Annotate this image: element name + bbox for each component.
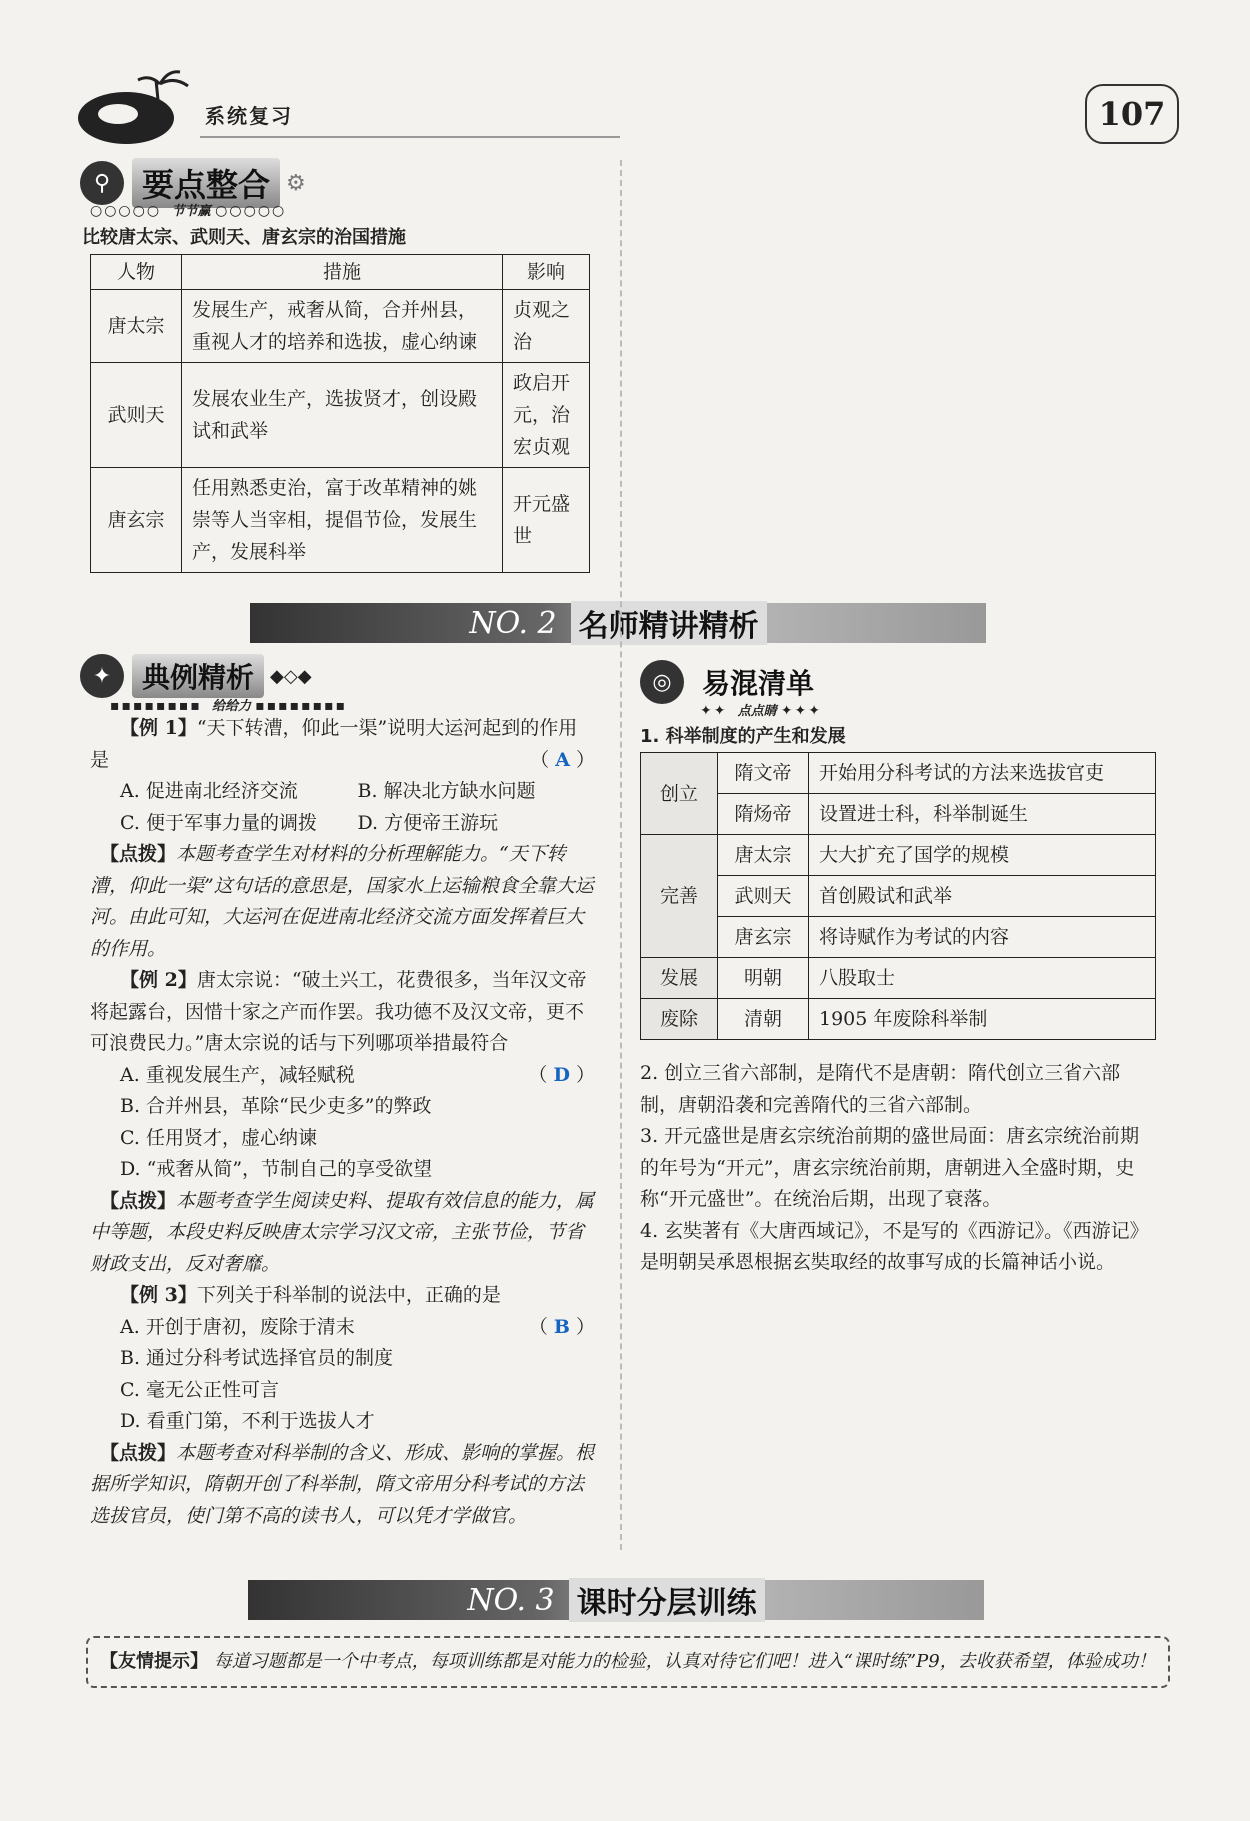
imperial-exam-table [640, 752, 1156, 1040]
dots-decoration: ▪▪▪▪▪▪▪▪ [110, 698, 202, 714]
stage-cell: 废除 [641, 999, 718, 1040]
diamond-decoration-icon: ◆◇◆ [270, 665, 312, 687]
section-title: 易混清单 [702, 667, 815, 700]
confusion-item: 2. 创立三省六部制，是隋代不是唐朝：隋代创立三省六部制，唐朝沿袭和完善隋代的三省六部制。 [640, 1062, 1121, 1116]
ruler-cell: 隋炀帝 [718, 794, 809, 835]
options-row [90, 808, 595, 840]
example-tip [90, 839, 595, 965]
question-text: 唐太宗说：“破土兴工，花费很多，当年汉文帝将起露台，因惜十家之产而作罢。我功德不及汉文帝，更不可浪费民力。”唐太宗说的话与下列哪项举措最符合 [90, 969, 587, 1054]
table-caption: 比较唐太宗、武则天、唐玄宗的治国措施 [82, 227, 406, 248]
ruler-cell: 隋文帝 [718, 753, 809, 794]
example-1 [90, 713, 595, 965]
banner-title: 课时分层训练 [569, 1578, 765, 1622]
example-label: 【例 2】 [120, 969, 197, 991]
confusion-item: 3. 开元盛世是唐玄宗统治前期的盛世局面：唐玄宗统治前期的年号为“开元”，唐玄宗统治前期，唐朝进入全盛时期，史称“开元盛世”。在统治后期，出现了衰落。 [640, 1125, 1140, 1210]
table-row [641, 753, 1156, 794]
table-row [641, 876, 1156, 917]
stage-cell: 发展 [641, 958, 718, 999]
section-subtitle-row [110, 695, 347, 714]
example-2 [90, 965, 595, 1280]
person-cell: 武则天 [91, 363, 182, 468]
impact-cell: 政启开元，治宏贞观 [503, 363, 590, 468]
bird-icon: ✦ [80, 654, 124, 698]
impact-cell: 贞观之治 [503, 290, 590, 363]
section-examples-heading [80, 654, 312, 698]
table-row [91, 468, 590, 573]
example-tip [90, 1438, 595, 1533]
question-text: “天下转漕，仰此一渠”说明大运河起到的作用是 [90, 717, 578, 771]
measures-cell: 任用熟悉吏治，富于改革精神的姚崇等人当宰相，提倡节俭，发展生产，发展科举 [182, 468, 503, 573]
section-subtitle-row [700, 700, 822, 719]
tip-label: 【点拨】 [100, 1441, 177, 1464]
column-header: 人物 [91, 255, 182, 290]
column-divider [620, 160, 622, 1550]
section-subtitle-row [90, 200, 286, 219]
table-row [91, 363, 590, 468]
banner-no2 [250, 603, 986, 643]
friendly-hint-box [86, 1636, 1170, 1688]
answer-letter: B [553, 1315, 570, 1338]
page-number: 107 [1085, 84, 1179, 144]
banner-number: NO. 3 [467, 1582, 555, 1618]
measures-cell: 发展生产，戒奢从简，合并州县，重视人才的培养和选拔，虚心纳谏 [182, 290, 503, 363]
stage-cell: 创立 [641, 753, 718, 835]
event-cell: 将诗赋作为考试的内容 [809, 917, 1156, 958]
option: A. 重视发展生产，减轻赋税 [120, 1063, 355, 1086]
example-label: 【例 1】 [120, 717, 197, 739]
ruler-cell: 明朝 [718, 958, 809, 999]
option: D. 方便帝王游玩 [357, 811, 499, 834]
column-header: 措施 [182, 255, 503, 290]
section-subtitle: 给给力 [212, 699, 252, 714]
section-title: 典例精析 [132, 654, 264, 698]
event-cell: 设置进士科，科举制诞生 [809, 794, 1156, 835]
answer-letter: A [555, 748, 570, 771]
tip-text: 本题考查对科举制的含义、形成、影响的掌握。根据所学知识，隋朝开创了科举制，隋文帝用分科考试的方法选拔官员，使门第不高的读书人，可以凭才学做官。 [90, 1441, 595, 1527]
option: D. “戒奢从简”，节制自己的享受欲望 [120, 1158, 433, 1180]
tip-text: 本题考查学生对材料的分析理解能力。“天下转漕，仰此一渠”这句话的意思是，国家水上运输粮食全靠大运河。由此可知，大运河在促进南北经济交流方面发挥着巨大的作用。 [90, 843, 594, 960]
ruler-cell: 清朝 [718, 999, 809, 1040]
option: B. 解决北方缺水问题 [357, 780, 536, 802]
tip-label: 【点拨】 [100, 1189, 177, 1212]
example-3 [90, 1280, 595, 1532]
section-subtitle: 节节赢 [171, 204, 211, 219]
header-divider [200, 136, 620, 138]
table-row [641, 794, 1156, 835]
event-cell: 大大扩充了国学的规模 [809, 835, 1156, 876]
section-confusions-heading [640, 660, 824, 704]
answer-brackets: （ B ） [528, 1315, 595, 1338]
impact-cell: 开元盛世 [503, 468, 590, 573]
tip-label: 【点拨】 [100, 843, 177, 865]
table-row [641, 835, 1156, 876]
stars-decoration: ✦✦ [700, 703, 728, 719]
confusion-items [640, 1058, 1156, 1279]
ruler-cell: 唐太宗 [718, 835, 809, 876]
question-text: 下列关于科举制的说法中，正确的是 [196, 1284, 501, 1306]
examples-content [90, 713, 595, 1532]
dots-decoration: ▪▪▪▪▪▪▪▪ [255, 698, 348, 714]
option: A. 开创于唐初，废除于清末 [120, 1315, 355, 1338]
options-row [90, 776, 595, 808]
option: A. 促进南北经济交流 [120, 780, 298, 802]
person-cell: 唐太宗 [91, 290, 182, 363]
confusion-item: 4. 玄奘著有《大唐西域记》，不是写的《西游记》。《西游记》是明朝吴承恩根据玄奘取经的故事写成的长篇神话小说。 [640, 1219, 1149, 1273]
option: C. 任用贤才，虚心纳谏 [120, 1126, 317, 1149]
example-label: 【例 3】 [120, 1284, 197, 1306]
hint-text: 每道习题都是一个中考点，每项训练都是对能力的检验，认真对待它们吧！进入“课时练”P9，去收获希望，体验成功！ [213, 1651, 1156, 1672]
answer-letter: D [553, 1063, 570, 1086]
banner-title: 名师精讲精析 [571, 601, 767, 645]
table-row [641, 917, 1156, 958]
section-title: 要点整合 [132, 158, 280, 208]
person-cell: 唐玄宗 [91, 468, 182, 573]
table-row [641, 958, 1156, 999]
target-icon: ◎ [640, 660, 684, 704]
option: C. 毫无公正性可言 [120, 1378, 279, 1401]
table-row [91, 290, 590, 363]
rulers-comparison-table [90, 254, 590, 573]
dots-decoration: ○○○○○ [90, 203, 162, 219]
ruler-cell: 唐玄宗 [718, 917, 809, 958]
section-subtitle: 点点睛 [737, 704, 777, 719]
answer-brackets: （ A ） [530, 748, 595, 771]
event-cell: 八股取士 [809, 958, 1156, 999]
stage-cell: 完善 [641, 835, 718, 958]
tip-text: 本题考查学生阅读史料、提取有效信息的能力，属中等题，本段史料反映唐太宗学习汉文帝，主张节俭，节省财政支出，反对奢靡。 [90, 1189, 595, 1275]
event-cell: 开始用分科考试的方法来选拔官吏 [809, 753, 1156, 794]
option: B. 合并州县，革除“民少吏多”的弊政 [120, 1095, 432, 1117]
example-question [90, 713, 595, 776]
ruler-cell: 武则天 [718, 876, 809, 917]
magnifier-icon: ⚲ [80, 161, 124, 205]
dots-decoration: ○○○○○ [215, 203, 287, 219]
event-cell: 1905 年废除科举制 [809, 999, 1156, 1040]
banner-no3 [248, 1580, 984, 1620]
answer-brackets: （ D ） [528, 1063, 595, 1086]
option: B. 通过分科考试选择官员的制度 [120, 1347, 394, 1369]
option: D. 看重门第，不利于选拔人才 [120, 1410, 375, 1432]
confusion-item-title: 1. 科举制度的产生和发展 [640, 726, 846, 747]
example-tip [90, 1186, 595, 1281]
hint-label: 【友情提示】 [100, 1651, 208, 1672]
series-logo [76, 70, 196, 150]
banner-number: NO. 2 [469, 605, 557, 641]
event-cell: 首创殿试和武举 [809, 876, 1156, 917]
measures-cell: 发展农业生产，选拔贤才，创设殿试和武举 [182, 363, 503, 468]
column-header: 影响 [503, 255, 590, 290]
header-title: 系统复习 [205, 104, 293, 128]
table-header-row [91, 255, 590, 290]
table-row [641, 999, 1156, 1040]
stars-decoration: ✦✦✦ [780, 703, 822, 719]
option: C. 便于军事力量的调拨 [120, 811, 317, 834]
gear-icon: ⚙ [286, 170, 306, 196]
